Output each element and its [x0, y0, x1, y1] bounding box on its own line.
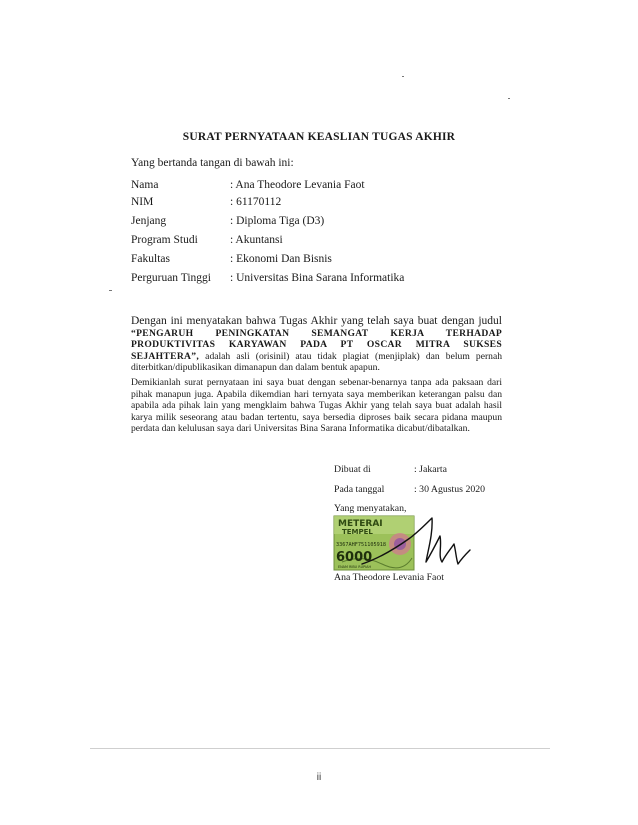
sign-label: Dibuat di: [334, 464, 371, 475]
intro-text: Yang bertanda tangan di bawah ini:: [131, 157, 294, 169]
field-label: Fakultas: [131, 253, 170, 265]
field-value: : Diploma Tiga (D3): [230, 215, 325, 227]
scan-speck: [402, 76, 404, 77]
scan-speck: [109, 290, 112, 291]
field-label: Perguruan Tinggi: [131, 272, 211, 284]
field-label: Nama: [131, 179, 159, 191]
stamp-serial: 3367AHF751105918: [336, 542, 386, 548]
document-title: SURAT PERNYATAAN KEASLIAN TUGAS AKHIR: [182, 131, 456, 143]
revenue-stamp-with-signature: [332, 514, 472, 572]
closing-text: Yang menyatakan,: [334, 503, 407, 514]
scan-speck: [508, 98, 510, 99]
sign-value: : Jakarta: [414, 464, 447, 475]
statement-lead: Dengan ini menyatakan bahwa Tugas Akhir yang telah saya buat dengan judul: [131, 315, 502, 327]
footer-divider: [90, 748, 550, 749]
stamp-text-tempel: TEMPEL: [342, 528, 373, 536]
signer-name: Ana Theodore Levania Faot: [334, 572, 444, 583]
stamp-small-text: ENAM RIBU RUPIAH: [338, 565, 371, 569]
stamp-amount: 6000: [336, 550, 373, 565]
field-value: : Ekonomi Dan Bisnis: [230, 253, 332, 265]
thesis-title: “PENGARUH PENINGKATAN SEMANGAT KERJA TERHADAP PRODUKTIVITAS KARYAWAN PADA PT OSCAR MITRA SUKSES SEJAHTERA”,: [131, 327, 502, 362]
field-label: NIM: [131, 196, 154, 208]
field-label: Program Studi: [131, 234, 198, 246]
field-value: : Ana Theodore Levania Faot: [230, 179, 365, 191]
page-number: ii: [316, 772, 322, 783]
statement-rest: adalah asli (orisinil) atau tidak plagiat (menjiplak) dan belum pernah diterbitkan/dipublikasikan dimanapun dan dalam bentuk apapun.: [131, 350, 502, 374]
field-value: : 61170112: [230, 196, 282, 208]
declaration-paragraph: Demikianlah surat pernyataan ini saya buat dengan sebenar-benarnya tanpa ada paksaan dari pihak manapun juga. Apabila dikemdian hari ternyata saya memberikan keterangan palsu dan apabila ada pihak lain yang mengklaim bahwa Tugas Akhir yang telah saya buat adalah hasil karya milik seseorang atau badan tertentu, saya bersedia diproses baik secara pidana maupun perdata dan kelulusan saya dari Universitas Bina Sarana Informatika dicabut/dibatalkan.: [131, 377, 502, 435]
sign-value: : 30 Agustus 2020: [414, 484, 486, 495]
stamp-text-meterai: METERAI: [338, 519, 383, 529]
field-value: : Akuntansi: [230, 234, 283, 246]
field-label: Jenjang: [131, 215, 167, 227]
sign-label: Pada tanggal: [334, 484, 385, 495]
field-value: : Universitas Bina Sarana Informatika: [230, 272, 405, 284]
statement-paragraph: [131, 316, 502, 374]
